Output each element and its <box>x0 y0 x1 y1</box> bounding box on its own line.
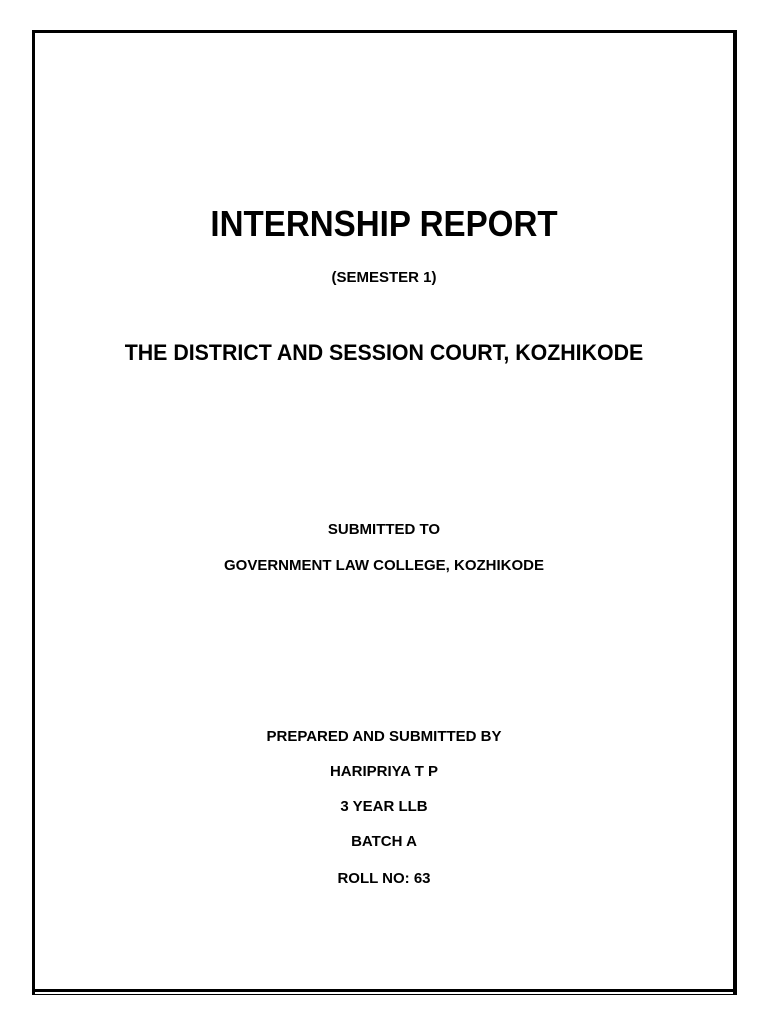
submitted-to-label: SUBMITTED TO <box>327 521 441 538</box>
court-name: THE DISTRICT AND SESSION COURT, KOZHIKODE <box>124 340 644 365</box>
college-name: GOVERNMENT LAW COLLEGE, KOZHIKODE <box>223 557 544 574</box>
semester-label: (SEMESTER 1) <box>331 269 437 286</box>
report-title: INTERNSHIP REPORT <box>210 203 558 244</box>
prepared-by-label: PREPARED AND SUBMITTED BY <box>266 728 502 745</box>
roll-number: ROLL NO: 63 <box>337 870 431 887</box>
student-name: HARIPRIYA T P <box>329 763 439 780</box>
page-border-bottom-double-rule <box>32 989 737 995</box>
page-border <box>32 30 737 995</box>
batch-label: BATCH A <box>351 833 417 850</box>
course-year: 3 YEAR LLB <box>340 798 428 815</box>
